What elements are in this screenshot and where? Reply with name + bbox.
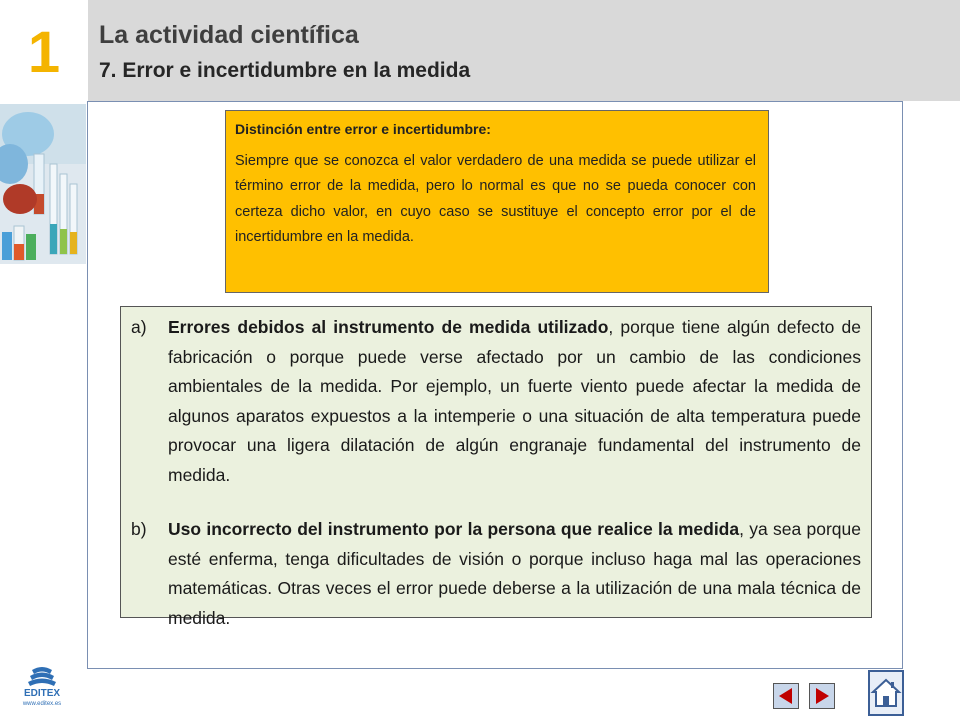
error-title: Uso incorrecto del instrumento por la persona que realice la medida [168,519,740,539]
definition-box [225,110,769,293]
header-bar [88,0,960,101]
chapter-number: 1 [27,20,61,85]
error-text: , porque tiene algún defecto de fabricación o porque puede verse afectado por un cambio de las condiciones ambientales de la medida. Por ejemplo, un fuerte viento puede afectar la medida de algunos aparatos expuestos a la intemperie o una situación de alta temperatura puede provocar una ligera dilatación de algún engranaje fundamental del instrumento de medida. [168,317,861,485]
page-subtitle: 7. Error e incertidumbre en la medida [99,59,471,82]
lab-photo [0,104,86,264]
page-title: La actividad científica [99,21,359,49]
triangle-right-icon [810,684,834,708]
error-text: , ya sea porque esté enferma, tenga dificultades de visión o porque incluso haga mal las operaciones matemáticas. Otras veces el error puede deberse a la utilización de una mala técnica de medida. [168,519,861,628]
logo-name: EDITEX [23,688,61,699]
error-item-a [131,313,861,490]
error-title: Errores debidos al instrumento de medida utilizado [168,317,609,337]
triangle-left-icon [774,684,798,708]
house-icon [870,672,902,714]
previous-button[interactable] [773,683,799,709]
home-button[interactable] [868,670,904,716]
error-description [168,313,861,490]
error-letter: b) [131,519,147,539]
definition-heading: Distinción entre error e incertidumbre: [235,121,491,137]
error-description [168,515,861,633]
next-button[interactable] [809,683,835,709]
editex-logo [17,664,67,714]
error-letter: a) [131,317,147,337]
error-item-b [131,515,861,633]
definition-text: Siempre que se conozca el valor verdadero de una medida se puede utilizar el término error de la medida, pero lo normal es que no se pueda conocer con certeza dicho valor, en cuyo caso se sustituye el concepto error por el de incertidumbre en la medida. [235,153,756,246]
logo-url: www.editex.es [22,701,62,707]
errors-box [120,306,872,628]
